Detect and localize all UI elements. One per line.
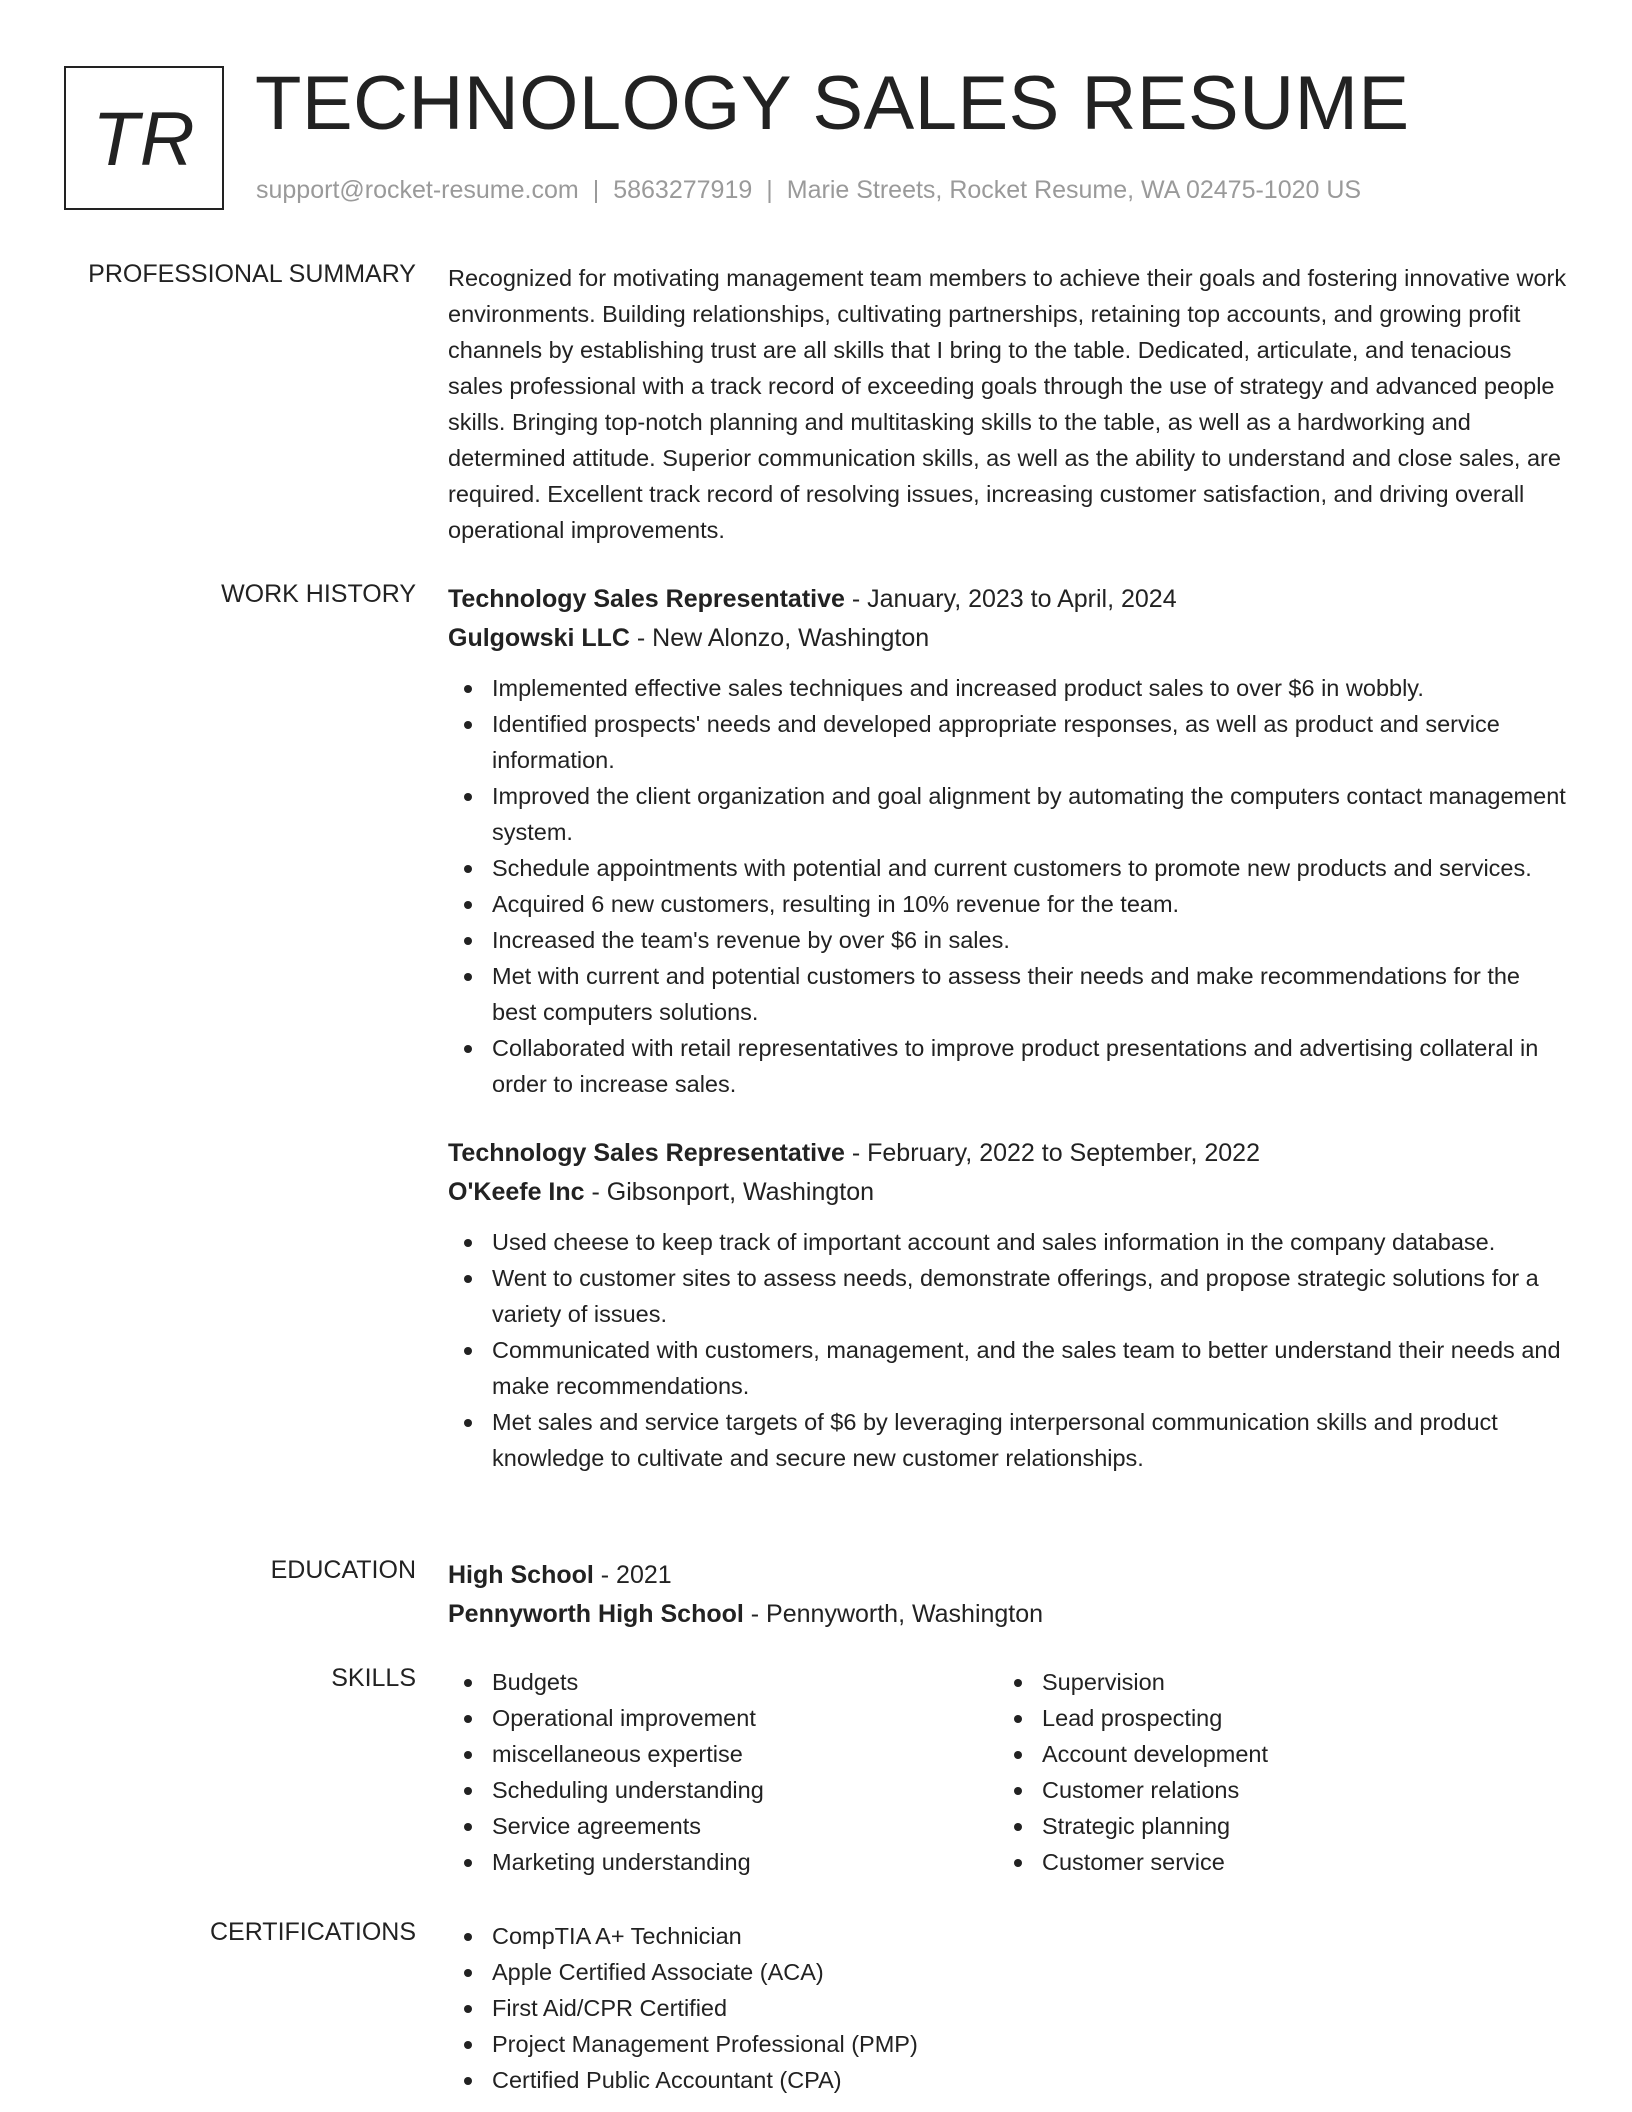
- job-company: Gulgowski LLC: [448, 624, 630, 652]
- job-title: Technology Sales Representative: [448, 585, 845, 613]
- contact-address: Marie Streets, Rocket Resume, WA 02475-1020 US: [786, 176, 1362, 204]
- contact-separator: |: [766, 176, 773, 204]
- job-bullet: Schedule appointments with potential and current customers to promote new products and services.: [448, 850, 1568, 886]
- job-bullet: Improved the client organization and goal alignment by automating the computers contact management system.: [448, 778, 1568, 850]
- job-entry: [448, 580, 1568, 1102]
- certification-item: First Aid/CPR Certified: [448, 1990, 1568, 2026]
- skill-item: Strategic planning: [998, 1808, 1548, 1844]
- job-bullet: Met sales and service targets of $6 by leveraging interpersonal communication skills and product knowledge to cultivate and secure new customer relationships.: [448, 1404, 1568, 1476]
- job-bullet: Increased the team's revenue by over $6 in sales.: [448, 922, 1568, 958]
- skills-list-left: [448, 1664, 998, 1880]
- skill-item: Service agreements: [448, 1808, 998, 1844]
- job-bullet: Went to customer sites to assess needs, demonstrate offerings, and propose strategic solutions for a variety of issues.: [448, 1260, 1568, 1332]
- job-location: - New Alonzo, Washington: [629, 624, 930, 652]
- job-company-line: [448, 619, 1568, 658]
- certification-item: Certified Public Accountant (CPA): [448, 2062, 1568, 2098]
- monogram-initials: TR: [92, 97, 196, 182]
- skill-item: Supervision: [998, 1664, 1548, 1700]
- certifications-body: [448, 1918, 1568, 2098]
- skill-item: Operational improvement: [448, 1700, 998, 1736]
- skills-columns: [448, 1664, 1568, 1880]
- certification-item: Project Management Professional (PMP): [448, 2026, 1568, 2062]
- skill-item: miscellaneous expertise: [448, 1736, 998, 1772]
- monogram-box: [64, 66, 224, 210]
- job-bullet: Acquired 6 new customers, resulting in 10% revenue for the team.: [448, 886, 1568, 922]
- education-year: - 2021: [593, 1561, 672, 1589]
- education-school-line: [448, 1595, 1568, 1634]
- job-bullet: Used cheese to keep track of important account and sales information in the company database.: [448, 1224, 1568, 1260]
- job-bullets: [448, 1224, 1568, 1476]
- resume-title: TECHNOLOGY SALES RESUME: [255, 61, 1410, 146]
- section-label-skills: SKILLS: [331, 1664, 416, 1692]
- job-bullet: Collaborated with retail representatives to improve product presentations and advertising collateral in order to increase sales.: [448, 1030, 1568, 1102]
- skills-list-right: [998, 1664, 1548, 1880]
- contact-separator: |: [592, 176, 600, 204]
- skill-item: Customer service: [998, 1844, 1548, 1880]
- education-body: [448, 1556, 1568, 1634]
- job-dates: - February, 2022 to September, 2022: [844, 1139, 1260, 1167]
- section-label-summary: PROFESSIONAL SUMMARY: [88, 260, 416, 288]
- job-bullet: Identified prospects' needs and developed appropriate responses, as well as product and service information.: [448, 706, 1568, 778]
- section-label-education: EDUCATION: [270, 1556, 416, 1584]
- skill-item: Customer relations: [998, 1772, 1548, 1808]
- job-bullet: Implemented effective sales techniques and increased product sales to over $6 in wobbly.: [448, 670, 1568, 706]
- work-history-body: [448, 580, 1568, 1476]
- education-degree: High School: [448, 1561, 594, 1589]
- certification-item: Apple Certified Associate (ACA): [448, 1954, 1568, 1990]
- certification-item: CompTIA A+ Technician: [448, 1918, 1568, 1954]
- job-entry: [448, 1134, 1568, 1476]
- skill-item: Budgets: [448, 1664, 998, 1700]
- job-bullet: Met with current and potential customers to assess their needs and make recommendations for the best computers solutions.: [448, 958, 1568, 1030]
- skill-item: Scheduling understanding: [448, 1772, 998, 1808]
- contact-email: support@rocket-resume.com: [256, 176, 579, 204]
- section-label-certifications: CERTIFICATIONS: [209, 1918, 416, 1946]
- skill-item: Marketing understanding: [448, 1844, 998, 1880]
- job-title-line: [448, 1134, 1568, 1173]
- skill-item: Lead prospecting: [998, 1700, 1548, 1736]
- resume-header: [64, 61, 1584, 210]
- job-dates: - January, 2023 to April, 2024: [844, 585, 1177, 613]
- job-title: Technology Sales Representative: [448, 1139, 845, 1167]
- education-degree-line: [448, 1556, 1568, 1595]
- job-bullet: Communicated with customers, management, and the sales team to better understand their needs and make recommendations.: [448, 1332, 1568, 1404]
- job-company: O'Keefe Inc: [448, 1178, 585, 1206]
- contact-line: [256, 176, 1361, 205]
- job-bullets: [448, 670, 1568, 1102]
- education-school: Pennyworth High School: [448, 1600, 744, 1628]
- section-label-work-history: WORK HISTORY: [221, 580, 416, 608]
- job-title-line: [448, 580, 1568, 619]
- summary-text: Recognized for motivating management team members to achieve their goals and fostering innovative work environments. Building relationships, cultivating partnerships, retaining top accounts, and growing profit channels by establishing trust are all skills that I bring to the table. Dedicated, articulate, and tenacious sales professional with a track record of exceeding goals through the use of strategy and advanced people skills. Bringing top-notch planning and multitasking skills to the table, as well as a hardworking and determined attitude. Superior communication skills, as well as the ability to understand and close sales, are required. Excellent track record of resolving issues, increasing customer satisfaction, and driving overall operational improvements.: [448, 265, 1567, 543]
- job-company-line: [448, 1173, 1568, 1212]
- job-location: - Gibsonport, Washington: [584, 1178, 875, 1206]
- contact-phone: 5863277919: [613, 176, 753, 204]
- education-location: - Pennyworth, Washington: [743, 1600, 1044, 1628]
- certifications-list: [448, 1918, 1568, 2098]
- skill-item: Account development: [998, 1736, 1548, 1772]
